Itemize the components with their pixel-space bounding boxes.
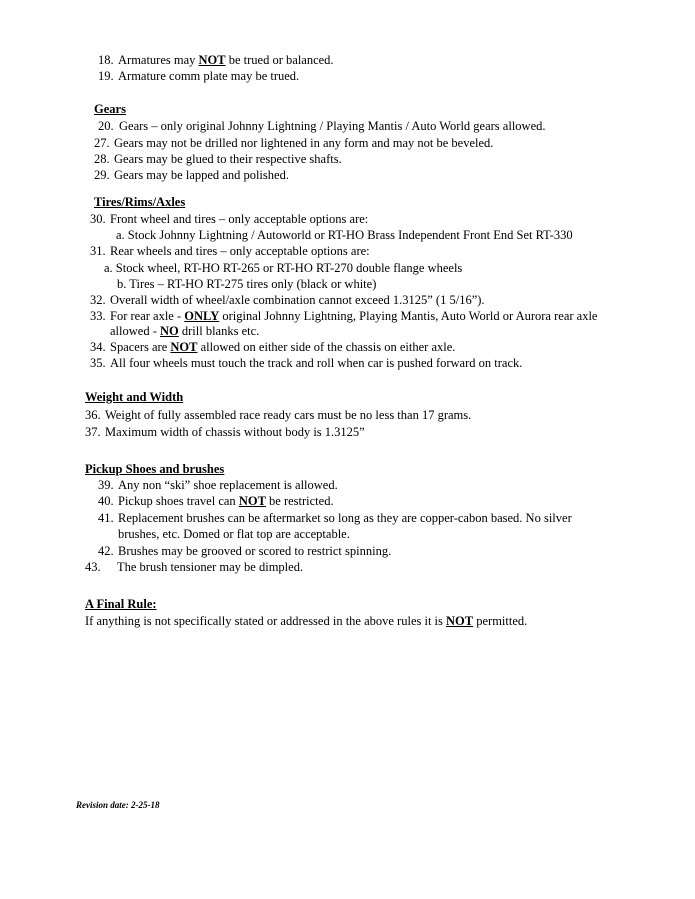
rule-41-line2: brushes, etc. Domed or flat top are acceptable. xyxy=(118,527,350,541)
rule-18: 18. Armatures may NOT be trued or balanced. xyxy=(98,53,334,67)
rule-32: 32. Overall width of wheel/axle combination cannot exceed 1.3125” (1 5/16”). xyxy=(90,293,485,307)
rule-20: 20. Gears – only original Johnny Lightning / Playing Mantis / Auto World gears allowed. xyxy=(98,119,546,133)
rule-41: 41. Replacement brushes can be aftermarket so long as they are copper-cabon based. No silver xyxy=(98,511,572,525)
rule-34: 34. Spacers are NOT allowed on either side of the chassis on either axle. xyxy=(90,340,456,354)
rule-19: 19. Armature comm plate may be trued. xyxy=(98,69,300,83)
pickup-heading: Pickup Shoes and brushes xyxy=(85,462,225,476)
rule-35: 35. All four wheels must touch the track and roll when car is pushed forward on track. xyxy=(90,356,523,370)
rule-33: 33. For rear axle - ONLY original Johnny Lightning, Playing Mantis, Auto World or Aurora rear axle xyxy=(90,309,598,323)
rule-31: 31. Rear wheels and tires – only acceptable options are: xyxy=(90,244,370,258)
rule-27: 27. Gears may not be drilled nor lightened in any form and may not be beveled. xyxy=(94,136,494,150)
final-rule-text: If anything is not specifically stated or addressed in the above rules it is NOT permitted. xyxy=(85,614,528,628)
rule-37: 37. Maximum width of chassis without body is 1.3125” xyxy=(85,425,365,439)
revision-date: Revision date: 2-25-18 xyxy=(76,800,160,810)
rule-28: 28. Gears may be glued to their respective shafts. xyxy=(94,152,342,166)
rule-36: 36. Weight of fully assembled race ready cars must be no less than 17 grams. xyxy=(85,408,472,422)
rule-29: 29. Gears may be lapped and polished. xyxy=(94,168,289,182)
rule-40: 40. Pickup shoes travel can NOT be restricted. xyxy=(98,494,334,508)
rule-33-line2: allowed - NO drill blanks etc. xyxy=(110,324,260,338)
tires-heading: Tires/Rims/Axles xyxy=(94,195,186,209)
rule-31b: b. Tires – RT-HO RT-275 tires only (black or white) xyxy=(117,277,377,291)
gears-heading: Gears xyxy=(94,102,126,116)
rule-30a: a. Stock Johnny Lightning / Autoworld or RT-HO Brass Independent Front End Set RT-330 xyxy=(116,228,573,242)
rule-43: 43. The brush tensioner may be dimpled. xyxy=(85,560,304,574)
weight-heading: Weight and Width xyxy=(85,390,184,404)
rule-42: 42. Brushes may be grooved or scored to restrict spinning. xyxy=(98,544,392,558)
final-heading: A Final Rule: xyxy=(85,597,157,611)
rule-30: 30. Front wheel and tires – only acceptable options are: xyxy=(90,212,369,226)
rule-39: 39. Any non “ski” shoe replacement is allowed. xyxy=(98,478,338,492)
rule-31a: a. Stock wheel, RT-HO RT-265 or RT-HO RT-270 double flange wheels xyxy=(104,261,463,275)
